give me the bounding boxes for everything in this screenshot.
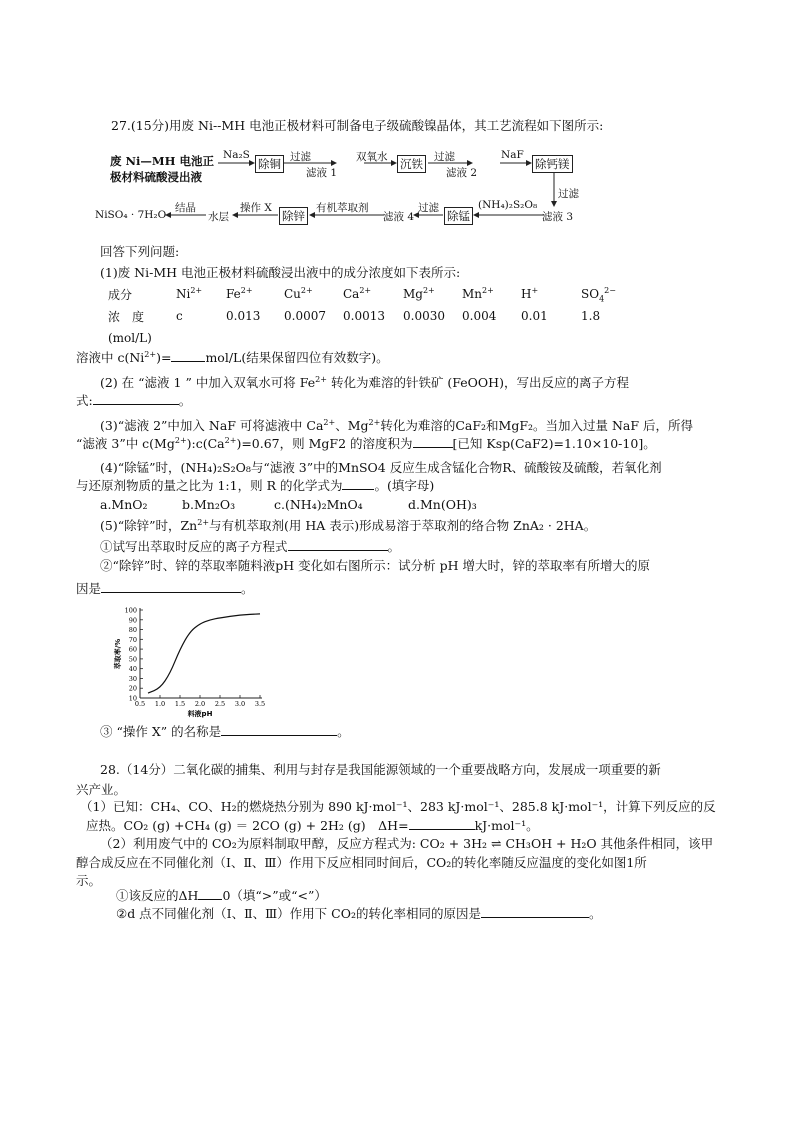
table-cell: c bbox=[176, 309, 183, 323]
table-cell: 0.0030 bbox=[403, 309, 445, 323]
y-tick-label: 80 bbox=[128, 626, 137, 635]
q28-title-line1: 28.（14分）二氧化碳的捕集、利用与封存是我国能源领域的一个重要战略方向，发展成一项重要的新 bbox=[100, 762, 661, 777]
y-axis-label: 萃取率/% bbox=[114, 638, 122, 670]
q27-part1-question: 溶液中 $c(Ni^{2+})= mol/L$(结果保留四位有效数字)。 bbox=[76, 349, 389, 365]
table-cell: $Cu^{2+}$ bbox=[284, 286, 313, 301]
answer-blank[interactable] bbox=[171, 349, 205, 362]
table-cell: 浓 度 bbox=[108, 309, 145, 324]
q27-part5-q2-line1: ②“除锌”时、锌的萃取率随料液pH 变化如右图所示：试分析 pH 增大时，锌的萃取率有所增大的原 bbox=[100, 558, 651, 573]
table-cell: 0.01 bbox=[521, 309, 548, 323]
answer-blank[interactable] bbox=[221, 723, 337, 736]
table-cell: $Ca^{2+}$ bbox=[343, 286, 372, 301]
table-cell: 0.013 bbox=[226, 309, 261, 323]
x-tick-label: 0.5 bbox=[134, 700, 146, 708]
ion-concentration-table bbox=[108, 283, 631, 349]
flow-reagent-h2o2: 双氧水 bbox=[356, 151, 388, 163]
x-tick-label: 3.0 bbox=[234, 700, 246, 708]
q28-part2-q1: ①该反应的ΔH 0（填“>”或“<”） bbox=[116, 888, 327, 903]
table-row bbox=[108, 283, 631, 305]
flow-aqueous-layer: 水层 bbox=[208, 211, 229, 223]
table-cell: 0.0007 bbox=[284, 309, 326, 323]
flow-filtrate-2: 滤液 2 bbox=[446, 167, 478, 179]
flow-start-line1: 废 Ni—MH 电池正 bbox=[110, 154, 214, 168]
q27-part5-q1: ①试写出萃取时反应的离子方程式 。 bbox=[100, 539, 401, 554]
flow-step-remove-copper: 除铜 bbox=[255, 155, 284, 173]
x-tick-label: 3.5 bbox=[254, 700, 266, 708]
series-line bbox=[148, 614, 260, 693]
flow-filter-3: 过滤 bbox=[558, 188, 579, 200]
flow-step-remove-manganese: 除锰 bbox=[444, 207, 473, 225]
answer-blank[interactable] bbox=[409, 817, 475, 830]
answer-intro: 回答下列问题: bbox=[100, 244, 180, 259]
q27-part2-line2: 式: 。 bbox=[76, 393, 192, 408]
table-cell: $Mn^{2+}$ bbox=[462, 286, 494, 301]
flow-filtrate-3: 滤液 3 bbox=[542, 211, 574, 223]
table-cell: $Mg^{2+}$ bbox=[403, 286, 435, 301]
table-cell: $Ni^{2+}$ bbox=[176, 286, 203, 301]
flow-step-precipitate-iron: 沉铁 bbox=[397, 155, 426, 173]
x-tick-label: 2.0 bbox=[194, 700, 206, 708]
y-tick-label: 20 bbox=[128, 684, 137, 693]
flow-crystallize: 结晶 bbox=[175, 202, 196, 214]
y-tick-label: 60 bbox=[128, 645, 137, 654]
flow-filtrate-1: 滤液 1 bbox=[306, 167, 338, 179]
option-d[interactable]: d.Mn(OH)₃ bbox=[408, 497, 477, 512]
y-tick-label: 70 bbox=[128, 635, 137, 644]
x-tick-label: 2.5 bbox=[214, 700, 226, 708]
zinc-extraction-chart bbox=[108, 604, 268, 722]
answer-blank[interactable] bbox=[413, 435, 453, 448]
q27-part5-q2-line2: 因是 。 bbox=[76, 581, 254, 596]
q28-part1-line1: （1）已知：CH₄、CO、H₂的燃烧热分别为 890 kJ·mol⁻¹、283 kJ·mol⁻¹、285.8 kJ·mol⁻¹，计算下列反应的反 bbox=[80, 799, 716, 814]
option-a[interactable]: a.MnO₂ bbox=[100, 497, 148, 512]
table-cell: $Fe^{2+}$ bbox=[226, 286, 253, 301]
flow-arrows bbox=[0, 0, 794, 240]
y-tick-label: 50 bbox=[128, 655, 137, 664]
q27-title: 27.(15分)用废 Ni--MH 电池正极材料可制备电子级硫酸镍晶体，其工艺流程如下图所示: bbox=[111, 118, 604, 133]
q27-part5-q3: ③ “操作 X” 的名称是 。 bbox=[100, 724, 350, 739]
q27-part5-intro: (5)“除锌”时，$Zn^{2+}$与有机萃取剂(用 HA 表示)形成易溶于萃取剂的络合物 ZnA₂ · 2HA。 bbox=[100, 517, 597, 533]
flow-step-remove-zinc: 除锌 bbox=[279, 207, 308, 225]
y-tick-label: 10 bbox=[128, 694, 137, 703]
q28-part2-line3: 示。 bbox=[76, 873, 102, 888]
q27-part4-line2: 与还原剂物质的量之比为 1:1，则 R 的化学式为 。(填字母) bbox=[76, 478, 435, 493]
option-b[interactable]: b.Mn₂O₃ bbox=[182, 497, 236, 512]
q27-part2-line1: (2) 在 “滤液 1 ” 中加入双氧水可将 $Fe^{2+}$ 转化为难溶的针铁矿 (FeOOH)，写出反应的离子方程 bbox=[100, 374, 629, 390]
flow-reagent-persulfate: (NH₄)₂S₂O₈ bbox=[478, 199, 538, 211]
table-cell: 成分 bbox=[108, 287, 133, 302]
y-tick-label: 40 bbox=[128, 665, 137, 674]
flow-reagent-extractant: 有机萃取剂 bbox=[316, 202, 369, 214]
q28-part2-q2: ②d 点不同催化剂（Ⅰ、Ⅱ、Ⅲ）作用下 CO₂的转化率相同的原因是 。 bbox=[116, 906, 602, 921]
x-tick-label: 1.0 bbox=[154, 700, 166, 708]
table-cell: H+ bbox=[521, 286, 539, 301]
q27-part4-line1: (4)“除锰”时，(NH₄)₂S₂O₈与“滤液 3”中的MnSO4 反应生成含锰化合物R、硫酸铵及硫酸，若氧化剂 bbox=[100, 460, 662, 475]
q28-title-line2: 兴产业。 bbox=[76, 782, 127, 797]
answer-blank[interactable] bbox=[198, 887, 222, 900]
answer-blank[interactable] bbox=[288, 538, 388, 551]
y-tick-label: 90 bbox=[128, 616, 137, 625]
flow-reagent-naf: NaF bbox=[501, 149, 524, 161]
table-row bbox=[108, 305, 631, 327]
x-tick-label: 1.5 bbox=[174, 700, 186, 708]
flow-step-remove-ca-mg: 除钙镁 bbox=[532, 155, 573, 173]
flow-product: NiSO₄ · 7H₂O bbox=[95, 209, 167, 221]
q27-options bbox=[100, 497, 477, 513]
table-cell: 1.8 bbox=[581, 309, 601, 323]
y-tick-label: 30 bbox=[128, 674, 137, 683]
table-cell: 0.0013 bbox=[343, 309, 385, 323]
flow-filter-2: 过滤 bbox=[434, 151, 455, 163]
table-cell: (mol/L) bbox=[108, 331, 152, 345]
table-row bbox=[108, 327, 631, 349]
answer-blank[interactable] bbox=[93, 392, 179, 405]
answer-blank[interactable] bbox=[101, 580, 241, 593]
answer-blank[interactable] bbox=[342, 477, 374, 490]
answer-blank[interactable] bbox=[481, 905, 589, 918]
y-tick-label: 100 bbox=[124, 606, 137, 615]
q27-part3-line2: “滤液 3”中 $c(Mg^{2+}):c(Ca^{2+})=0.67$，则 MgF2 的溶度积为 [已知 Ksp(CaF2)=1.10×10-10]。 bbox=[76, 435, 656, 451]
q28-part2-line1: （2）利用废气中的 CO₂为原料制取甲醇，反应方程式为: CO₂ + 3H₂ ⇌ CH₃OH + H₂O 其他条件相同，该甲 bbox=[100, 836, 714, 851]
q27-part1-intro: (1)废 Ni-MH 电池正极材料硫酸浸出液中的成分浓度如下表所示: bbox=[100, 265, 461, 280]
flow-reagent-na2s: Na₂S bbox=[223, 149, 250, 161]
flow-operation-x: 操作 X bbox=[240, 202, 272, 214]
option-c[interactable]: c.(NH₄)₂MnO₄ bbox=[274, 497, 363, 512]
q28-part1-line2: 应热。CO₂ (g) +CH₄ (g) ＝ 2CO (g) + 2H₂ (g) ΔH= kJ·mol⁻¹。 bbox=[86, 818, 539, 833]
x-axis-label: 料液pH bbox=[187, 710, 213, 718]
q27-part3-line1: (3)“滤液 2”中加入 NaF 可将滤液中 $Ca^{2+}$、$Mg^{2+}$转化为难溶的CaF₂和MgF₂。当加入过量 NaF 后，所得 bbox=[100, 417, 694, 433]
flow-filter-1: 过滤 bbox=[290, 151, 311, 163]
table-cell: 0.004 bbox=[462, 309, 497, 323]
flow-filtrate-4: 滤液 4 bbox=[383, 211, 415, 223]
flow-filter-4: 过滤 bbox=[418, 202, 439, 214]
flow-start-line2: 极材料硫酸浸出液 bbox=[110, 170, 202, 184]
table-cell: $SO_4^{2-}$ bbox=[581, 286, 616, 304]
q28-part2-line2: 醇合成反应在不同催化剂（Ⅰ、Ⅱ、Ⅲ）作用下反应相同时间后，CO₂的转化率随反应温度的变化如图1所 bbox=[76, 855, 647, 870]
